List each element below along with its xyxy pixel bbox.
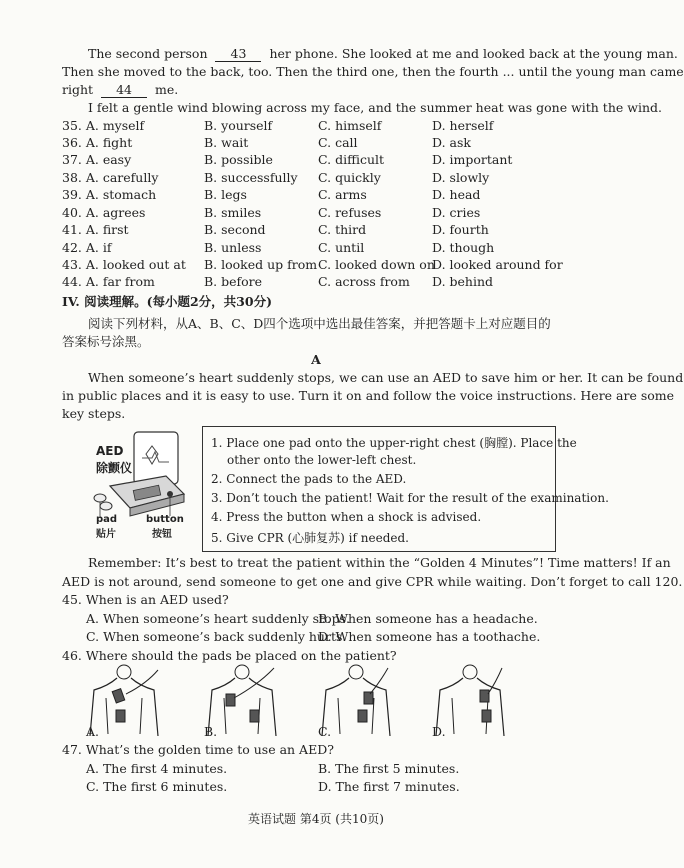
q45-option-b: B. When someone has a headache. [318, 611, 538, 626]
option-row-39: 39. A. stomach B. legs C. arms D. head [62, 187, 481, 202]
steps-box [202, 426, 609, 552]
question-47: 47. What’s the golden time to use an AED? [62, 742, 334, 757]
q45-option-a: A. When someone’s heart suddenly stops. [86, 611, 350, 626]
step-5: 5. Give CPR (心肺复苏) if needed. [211, 531, 409, 545]
step-2: 2. Connect the pads to the AED. [211, 472, 407, 486]
reading-line-2: in public places and it is easy to use. Turn it on and follow the voice instructions. Here are some [62, 388, 675, 403]
option-row-36: 36. A. fight B. wait C. call D. ask [62, 135, 471, 150]
option-row-38: 38. A. carefully B. successfully C. quickly D. slowly [62, 170, 490, 185]
q47-option-c: C. The first 6 minutes. [86, 779, 228, 794]
blank-43: 43 [215, 46, 261, 62]
q47-option-a: A. The first 4 minutes. [86, 761, 228, 776]
option-row-40: 40. A. agrees B. smiles C. refuses D. cries [62, 205, 481, 220]
pad-2 [100, 502, 112, 510]
pad-label-en: pad [96, 514, 118, 525]
q46-label-d: D. [432, 724, 446, 739]
passage-line-1: The second person 43 her phone. She looked at me and looked back at the young man. [88, 46, 678, 61]
question-46: 46. Where should the pads be placed on the patient? [62, 648, 397, 663]
passage-line-2: Then she moved to the back, too. Then the third one, then the fourth ... until the young man came [62, 64, 684, 79]
passage-line-4: I felt a gentle wind blowing across my face, and the summer heat was gone with the wind. [88, 100, 662, 115]
step-4: 4. Press the button when a shock is advised. [211, 510, 482, 524]
remember-line-2: AED is not around, send someone to get one and give CPR while waiting. Don’t forget to call 120. [62, 574, 683, 589]
option-row-43: 43. A. looked out at B. looked up from C. looked down on D. looked around for [62, 257, 563, 272]
button-label-cn: 按钮 [152, 529, 172, 540]
section-instructions-1: 阅读下列材料，从A、B、C、D四个选项中选出最佳答案，并把答题卡上对应题目的 [88, 316, 551, 331]
q46-label-b: B. [204, 724, 218, 739]
aed-button [167, 491, 173, 497]
step-1-cont: other onto the lower-left chest. [227, 453, 417, 467]
q47-option-b: B. The first 5 minutes. [318, 761, 460, 776]
passage-line-3: right 44 me. [62, 82, 179, 97]
step-1: 1. Place one pad onto the upper-right chest (胸膛). Place the [211, 436, 577, 450]
q47-option-d: D. The first 7 minutes. [318, 779, 460, 794]
pad-label-cn: 贴片 [96, 529, 116, 540]
aed-label-en: AED [96, 444, 124, 458]
remember-line-1: Remember: It’s best to treat the patient within the “Golden 4 Minutes”! Time matters! If an [88, 555, 671, 570]
aed-label-cn: 除颤仪 [96, 461, 133, 475]
option-row-41: 41. A. first B. second C. third D. fourth [62, 222, 489, 237]
option-row-35: 35. A. myself B. yourself C. himself D. herself [62, 118, 494, 133]
q45-option-d: D. When someone has a toothache. [318, 629, 541, 644]
option-row-44: 44. A. far from B. before C. across from D. behind [62, 274, 494, 289]
q46-label-a: A. [86, 724, 100, 739]
question-45: 45. When is an AED used? [62, 592, 229, 607]
reading-line-1: When someone’s heart suddenly stops, we can use an AED to save him or her. It can be found [88, 370, 684, 385]
page-footer: 英语试题 第4页 (共10页) [248, 812, 384, 826]
button-label-en: button [146, 514, 184, 525]
section-instructions-2: 答案标号涂黑。 [62, 334, 150, 349]
option-row-37: 37. A. easy B. possible C. difficult D. important [62, 152, 513, 167]
passage-letter: A [311, 352, 321, 367]
option-row-42: 42. A. if B. unless C. until D. though [62, 240, 495, 255]
section-title: IV. 阅读理解。(每小题2分，共30分) [62, 294, 272, 309]
step-3: 3. Don’t touch the patient! Wait for the result of the examination. [211, 491, 609, 505]
pad-1 [94, 494, 106, 502]
q45-option-c: C. When someone’s back suddenly hurts. [86, 629, 347, 644]
blank-44: 44 [101, 82, 147, 98]
reading-line-3: key steps. [62, 406, 126, 421]
q46-label-c: C. [318, 724, 332, 739]
